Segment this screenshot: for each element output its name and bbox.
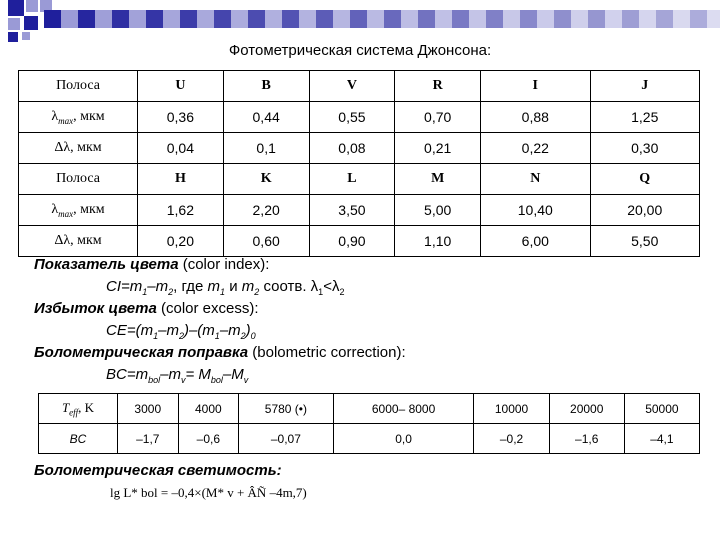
decor-square-4	[24, 16, 38, 30]
band-value-cell: 0,1	[223, 133, 309, 164]
decor-stripe	[282, 10, 299, 28]
band-name-cell: M	[395, 164, 481, 195]
band-value-cell: 5,50	[590, 226, 700, 257]
band-value-cell: 1,25	[590, 102, 700, 133]
color-index-desc: (color index):	[178, 256, 270, 273]
bc-value-cell: 0,0	[333, 424, 474, 454]
bc-value-cell: –0,07	[239, 424, 334, 454]
luminosity-formula: lg L* bol = –0,4×(M* v + ÂÑ –4m,7)	[110, 485, 307, 500]
band-value-cell: 6,00	[481, 226, 590, 257]
row-label-cell: Полоса	[19, 164, 138, 195]
bc-table-header-row	[39, 394, 700, 424]
band-name-cell: N	[481, 164, 590, 195]
band-name-cell: J	[590, 71, 700, 102]
teff-cell: 5780 (•)	[239, 394, 334, 424]
decor-stripe	[554, 10, 571, 28]
band-name-cell: V	[309, 71, 395, 102]
decor-gradient-bar	[44, 10, 720, 28]
decor-stripe	[163, 10, 180, 28]
band-value-cell: 0,30	[590, 133, 700, 164]
band-header-row	[19, 71, 700, 102]
decor-stripe	[707, 10, 720, 28]
decor-stripe	[214, 10, 231, 28]
color-index-line	[34, 256, 269, 273]
row-label-cell: Δλ, мкм	[19, 133, 138, 164]
decor-square-7	[22, 32, 30, 40]
bc-value-cell: –1,7	[118, 424, 179, 454]
color-excess-desc: (color excess):	[156, 300, 259, 317]
decor-square-2	[26, 0, 38, 12]
band-value-cell: 20,00	[590, 195, 700, 226]
band-value-cell: 0,90	[309, 226, 395, 257]
bc-label-cell: BC	[39, 424, 118, 454]
teff-label-cell: $T_{eff}$, K	[39, 394, 118, 424]
decor-stripe	[265, 10, 282, 28]
decor-stripe	[146, 10, 163, 28]
band-name-cell: K	[223, 164, 309, 195]
decor-stripe	[503, 10, 520, 28]
teff-cell: 3000	[118, 394, 179, 424]
bc-value-cell: –0,6	[178, 424, 239, 454]
bc-value-cell: –4,1	[624, 424, 699, 454]
color-excess-line	[34, 300, 259, 317]
decor-stripe	[435, 10, 452, 28]
band-value-cell: 0,60	[223, 226, 309, 257]
row-label-cell: Полоса	[19, 71, 138, 102]
decor-stripe	[197, 10, 214, 28]
band-value-row	[19, 102, 700, 133]
row-label-cell: Δλ, мкм	[19, 226, 138, 257]
teff-cell: 20000	[549, 394, 624, 424]
row-label-cell: $\lambda_{max}$, мкм	[19, 195, 138, 226]
bc-formula: $BC=m_{bol}-m_v= M_{bol}-M_v$	[106, 366, 249, 385]
decor-stripe	[690, 10, 707, 28]
decor-stripe	[61, 10, 78, 28]
decor-stripe	[78, 10, 95, 28]
bc-line	[34, 344, 406, 361]
bc-table-value-row	[39, 424, 700, 454]
band-name-cell: L	[309, 164, 395, 195]
decor-stripe	[656, 10, 673, 28]
band-value-cell: 1,10	[395, 226, 481, 257]
band-value-cell: 0,55	[309, 102, 395, 133]
band-name-cell: I	[481, 71, 590, 102]
color-excess-term: Избыток цвета	[34, 300, 157, 317]
decor-stripe	[622, 10, 639, 28]
teff-cell: 10000	[474, 394, 549, 424]
band-header-row	[19, 164, 700, 195]
color-excess-formula: $CE=(m_1-m_2)-(m_1-m_2)_0$	[106, 322, 256, 341]
bc-table	[38, 393, 700, 454]
band-value-cell: 0,70	[395, 102, 481, 133]
band-name-cell: H	[138, 164, 224, 195]
band-name-cell: Q	[590, 164, 700, 195]
decor-square-1	[8, 0, 24, 16]
band-value-cell: 0,08	[309, 133, 395, 164]
decor-stripe	[384, 10, 401, 28]
decor-stripe	[299, 10, 316, 28]
band-value-cell: 0,88	[481, 102, 590, 133]
decor-stripe	[231, 10, 248, 28]
band-value-cell: 3,50	[309, 195, 395, 226]
decor-stripe	[95, 10, 112, 28]
band-value-cell: 2,20	[223, 195, 309, 226]
page-title: Фотометрическая система Джонсона:	[228, 42, 492, 59]
band-value-cell: 0,20	[138, 226, 224, 257]
decor-stripe	[180, 10, 197, 28]
decor-stripe	[367, 10, 384, 28]
decor-stripe	[588, 10, 605, 28]
band-value-cell: 0,36	[138, 102, 224, 133]
johnson-bands-table	[18, 70, 700, 257]
decor-stripe	[350, 10, 367, 28]
decor-stripe	[401, 10, 418, 28]
band-name-cell: R	[395, 71, 481, 102]
decor-stripe	[673, 10, 690, 28]
decor-stripe	[520, 10, 537, 28]
decor-stripe	[537, 10, 554, 28]
decor-square-6	[8, 32, 18, 42]
decor-stripe	[44, 10, 61, 28]
decor-stripe	[112, 10, 129, 28]
decor-stripe	[129, 10, 146, 28]
luminosity-term: Болометрическая светимость:	[34, 462, 282, 479]
teff-cell: 50000	[624, 394, 699, 424]
band-value-cell: 0,04	[138, 133, 224, 164]
decor-stripe	[333, 10, 350, 28]
band-value-cell: 0,44	[223, 102, 309, 133]
bc-value-cell: –0,2	[474, 424, 549, 454]
bc-desc: (bolometric correction):	[248, 344, 406, 361]
decor-stripe	[418, 10, 435, 28]
band-name-cell: U	[138, 71, 224, 102]
bc-value-cell: –1,6	[549, 424, 624, 454]
teff-cell: 6000– 8000	[333, 394, 474, 424]
band-value-cell: 0,22	[481, 133, 590, 164]
decor-stripe	[639, 10, 656, 28]
band-value-cell: 10,40	[481, 195, 590, 226]
decor-stripe	[248, 10, 265, 28]
decor-stripe	[571, 10, 588, 28]
band-value-cell: 0,21	[395, 133, 481, 164]
decor-stripe	[486, 10, 503, 28]
decor-stripe	[452, 10, 469, 28]
teff-cell: 4000	[178, 394, 239, 424]
band-value-row	[19, 133, 700, 164]
band-name-cell: B	[223, 71, 309, 102]
decor-square-3	[8, 18, 20, 30]
decor-stripe	[316, 10, 333, 28]
decor-stripe	[469, 10, 486, 28]
band-value-row	[19, 226, 700, 257]
bc-term: Болометрическая поправка	[34, 344, 249, 361]
band-value-row	[19, 195, 700, 226]
band-value-cell: 1,62	[138, 195, 224, 226]
color-index-term: Показатель цвета	[34, 256, 179, 273]
row-label-cell: $\lambda_{max}$, мкм	[19, 102, 138, 133]
band-value-cell: 5,00	[395, 195, 481, 226]
color-index-formula: $CI=m_1-m_2$, где $m_1$ и $m_2$ соотв. $\lambda_1<\lambda_2$	[106, 278, 345, 297]
decor-stripe	[605, 10, 622, 28]
